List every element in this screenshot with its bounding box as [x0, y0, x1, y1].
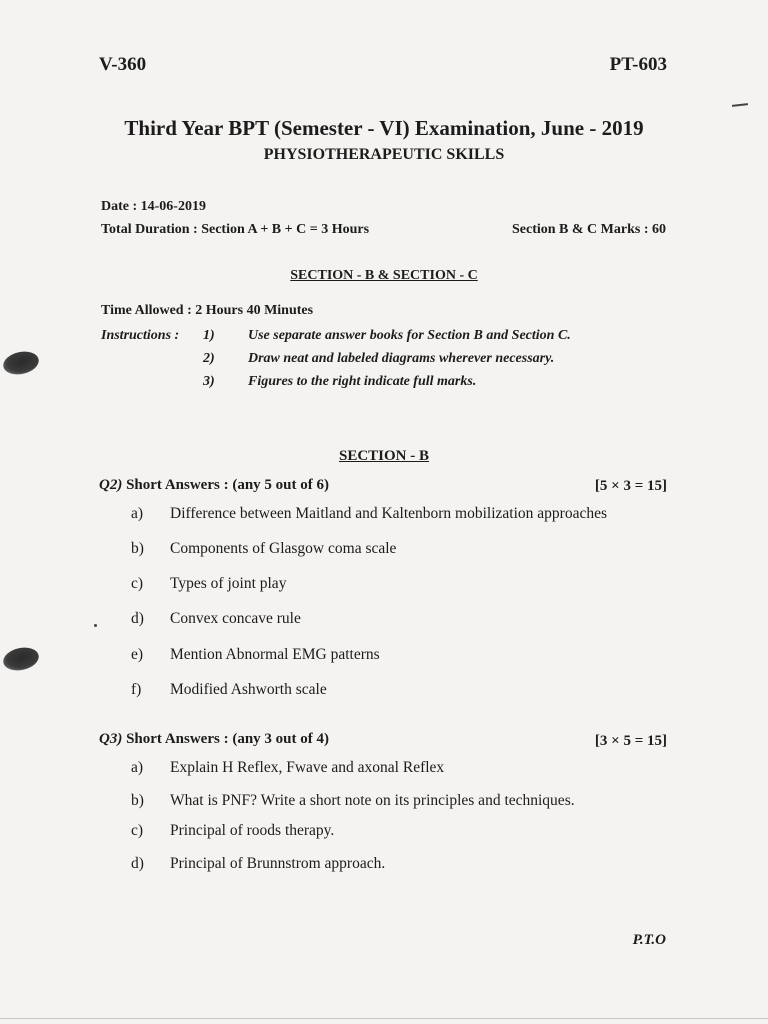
exam-date: Date : 14-06-2019 [101, 199, 206, 214]
option-text: Explain H Reflex, Fwave and axonal Reflex [170, 759, 445, 776]
question-header [99, 477, 329, 494]
instruction-number: 1) [203, 328, 215, 343]
option-text: Difference between Maitland and Kaltenborn mobilization approaches [170, 505, 607, 522]
question-label: Short Answers : (any 3 out of 4) [126, 731, 329, 747]
option-letter: b) [131, 792, 144, 809]
option-letter: f) [131, 681, 142, 698]
question-marks: [3 × 5 = 15] [594, 733, 667, 749]
question-marks: [5 × 3 = 15] [594, 478, 667, 494]
option-letter: c) [131, 822, 144, 839]
question-number: Q2) [99, 477, 123, 493]
option-letter: e) [131, 646, 144, 663]
instruction-text: Figures to the right indicate full marks. [248, 374, 477, 389]
instruction-text: Use separate answer books for Section B and Section C. [248, 328, 571, 343]
page-turn-over: P.T.O [632, 932, 666, 948]
question-header [99, 731, 329, 748]
subject-title: PHYSIOTHERAPEUTIC SKILLS [263, 146, 505, 163]
pen-mark [732, 103, 748, 107]
instructions-label: Instructions : [101, 328, 180, 343]
stray-dot [94, 624, 97, 627]
time-allowed: Time Allowed : 2 Hours 40 Minutes [101, 303, 314, 318]
question-label: Short Answers : (any 5 out of 6) [126, 477, 329, 493]
option-text: Mention Abnormal EMG patterns [170, 646, 380, 663]
option-letter: d) [131, 855, 144, 872]
paper-code-left: V-360 [99, 54, 147, 75]
option-text: What is PNF? Write a short note on its principles and techniques. [170, 792, 575, 809]
section-bc-heading [0, 268, 768, 284]
section-marks: Section B & C Marks : 60 [512, 222, 666, 237]
option-text: Convex concave rule [170, 610, 301, 627]
option-letter: a) [131, 505, 144, 522]
question-number: Q3) [99, 731, 123, 747]
option-letter: d) [131, 610, 144, 627]
section-b-heading [0, 448, 768, 465]
instruction-text: Draw neat and labeled diagrams wherever necessary. [248, 351, 555, 366]
option-text: Components of Glasgow coma scale [170, 540, 397, 557]
option-letter: c) [131, 575, 144, 592]
section-bc-heading-text: SECTION - B & SECTION - C [290, 268, 478, 283]
instruction-number: 3) [203, 374, 215, 389]
total-duration: Total Duration : Section A + B + C = 3 Hours [101, 222, 370, 237]
option-text: Principal of Brunnstrom approach. [170, 855, 386, 872]
section-b-heading-text: SECTION - B [338, 448, 430, 464]
option-text: Types of joint play [170, 575, 287, 592]
paper-code-right: PT-603 [609, 54, 667, 75]
option-text: Modified Ashworth scale [170, 681, 327, 698]
page-edge [0, 1018, 768, 1019]
option-text: Principal of roods therapy. [170, 822, 335, 839]
exam-title: Third Year BPT (Semester - VI) Examination, June - 2019 [124, 116, 644, 140]
option-letter: b) [131, 540, 144, 557]
instruction-number: 2) [203, 351, 215, 366]
punch-hole [1, 644, 41, 673]
option-letter: a) [131, 759, 144, 776]
punch-hole [1, 348, 41, 377]
